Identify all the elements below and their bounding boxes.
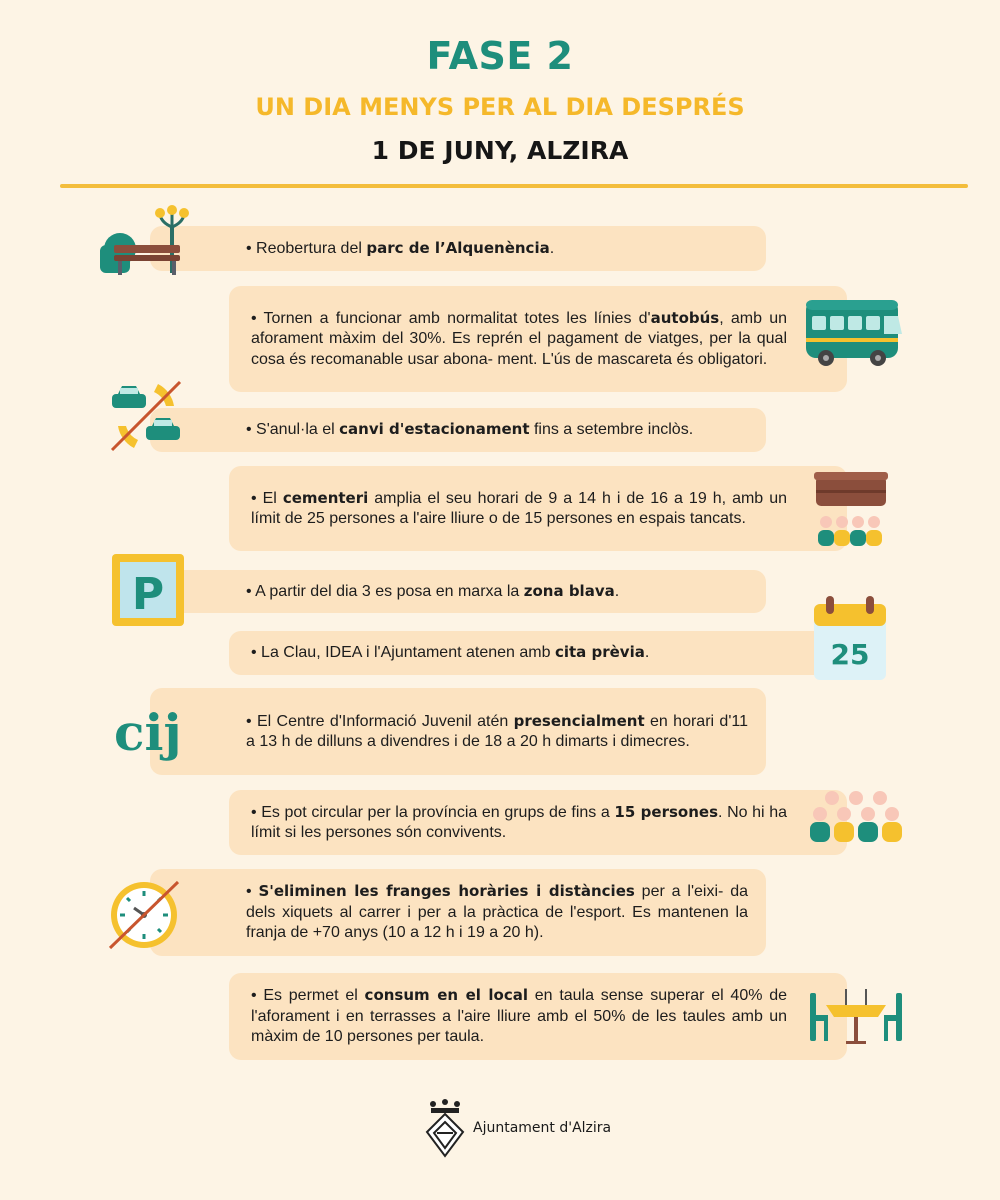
page-subtitle: UN DIA MENYS PER AL DIA DESPRÉS xyxy=(255,93,745,121)
parking-letter: P xyxy=(131,569,165,620)
no-parking-change-icon xyxy=(108,380,184,452)
header-divider xyxy=(60,184,968,188)
cij-logo-text: cij xyxy=(114,703,182,762)
group-people-icon xyxy=(810,788,904,842)
terrace-table-icon xyxy=(808,985,904,1045)
parking-sign-icon xyxy=(110,552,186,628)
calendar-day: 25 xyxy=(830,638,870,671)
item-bus: • Tornen a funcionar amb normalitat totes les línies d'autobús, amb un aforament màxim del 30%. Es reprén el pagament de viatges, per la qual cosa és recomanable usar abona- ment. L'ús de mascareta és obligatori. xyxy=(229,286,847,392)
bus-icon xyxy=(806,298,902,368)
item-blue-zone: • A partir del dia 3 es posa en marxa la zona blava. xyxy=(150,570,766,613)
cemetery-icon xyxy=(812,470,892,548)
no-clock-icon xyxy=(106,878,182,952)
item-appointment: • La Clau, IDEA i l'Ajuntament atenen amb cita prèvia. xyxy=(229,631,847,675)
item-consumption: • Es permet el consum en el local en taula sense superar el 40% de l'aforament i en terrasses a l'aire lliure amb el 50% de les taules amb un màxim de 10 persones per taula. xyxy=(229,973,847,1060)
item-groups: • Es pot circular per la província en grups de fins a 15 persones. No hi ha límit si les persones són convivents. xyxy=(229,790,847,855)
coat-of-arms-icon xyxy=(425,1098,465,1158)
date-place: 1 DE JUNY, ALZIRA xyxy=(371,136,629,165)
cij-logo-icon xyxy=(112,692,188,776)
item-park: • Reobertura del parc de l’Alquenència. xyxy=(150,226,766,271)
park-bench-icon xyxy=(98,205,190,277)
calendar-icon xyxy=(812,596,888,682)
item-parking-change: • S'anul·la el canvi d'estacionament fins a setembre inclòs. xyxy=(150,408,766,452)
item-cemetery: • El cementeri amplia el seu horari de 9 a 14 h i de 16 a 19 h, amb un límit de 25 persones a l'aire lliure o de 15 persones en espais tancats. xyxy=(229,466,847,551)
footer-org-name: Ajuntament d'Alzira xyxy=(473,1120,612,1136)
footer-logo xyxy=(425,1098,611,1158)
item-time-slots: • S'eliminen les franges horàries i distàncies per a l'eixi- da dels xiquets al carrer i per a la pràctica de l'esport. Es mantenen la franja de +70 anys (10 a 12 h i 19 a 20 h). xyxy=(150,869,766,956)
item-youth-center: • El Centre d'Informació Juvenil atén presencialment en horari d'11 a 13 h de dilluns a divendres i de 18 a 20 h dimarts i dimecres. xyxy=(150,688,766,775)
page-title: FASE 2 xyxy=(426,34,574,78)
